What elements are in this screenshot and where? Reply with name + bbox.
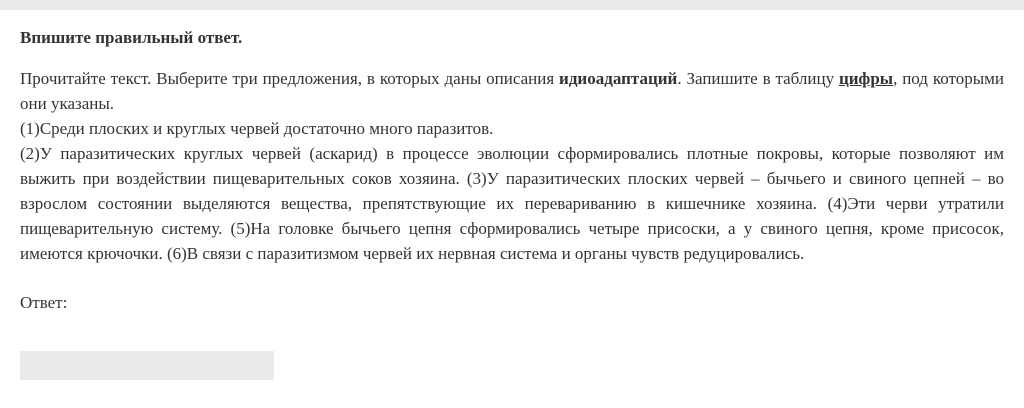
task-paragraph-2: (2)У паразитических круглых червей (аскарид) в процессе эволюции сформировались плотные покровы, которые позволяют им выжить при воздействии пищеварительных соков хозяина. (3)У паразитических плоских червей – бычьего и свиного цепней – во взрослом состоянии выделяются вещества, препятствующие их перевариванию в кишечнике хозяина. (4)Эти черви утратили пищеварительную систему. (5)На головке бычьего цепня сформировались четыре присоски, а у свиного цепня, кроме присосок, имеются крючочки. (6)В связи с паразитизмом червей их нервная система и органы чувств редуцировались.: [20, 144, 1004, 263]
task-intro: [20, 66, 1004, 116]
answer-input[interactable]: [20, 351, 274, 380]
question-content: [20, 27, 1004, 266]
task-intro-middle: . Запишите в таблицу: [677, 69, 839, 88]
task-intro-bold: идиоадаптаций: [559, 69, 678, 88]
task-text: [20, 66, 1004, 266]
task-intro-before: Прочитайте текст. Выберите три предложения, в которых даны описания: [20, 69, 560, 88]
task-sentence-1: (1)Среди плоских и круглых червей достаточно много паразитов.: [20, 119, 494, 138]
task-intro-bold-underlined: цифры: [838, 69, 894, 88]
instruction-heading: Впишите правильный ответ.: [20, 28, 243, 47]
answer-label: Ответ:: [20, 293, 68, 312]
top-bar: [0, 0, 1024, 10]
task-intro-after: , под которыми они указаны.: [20, 69, 1004, 113]
